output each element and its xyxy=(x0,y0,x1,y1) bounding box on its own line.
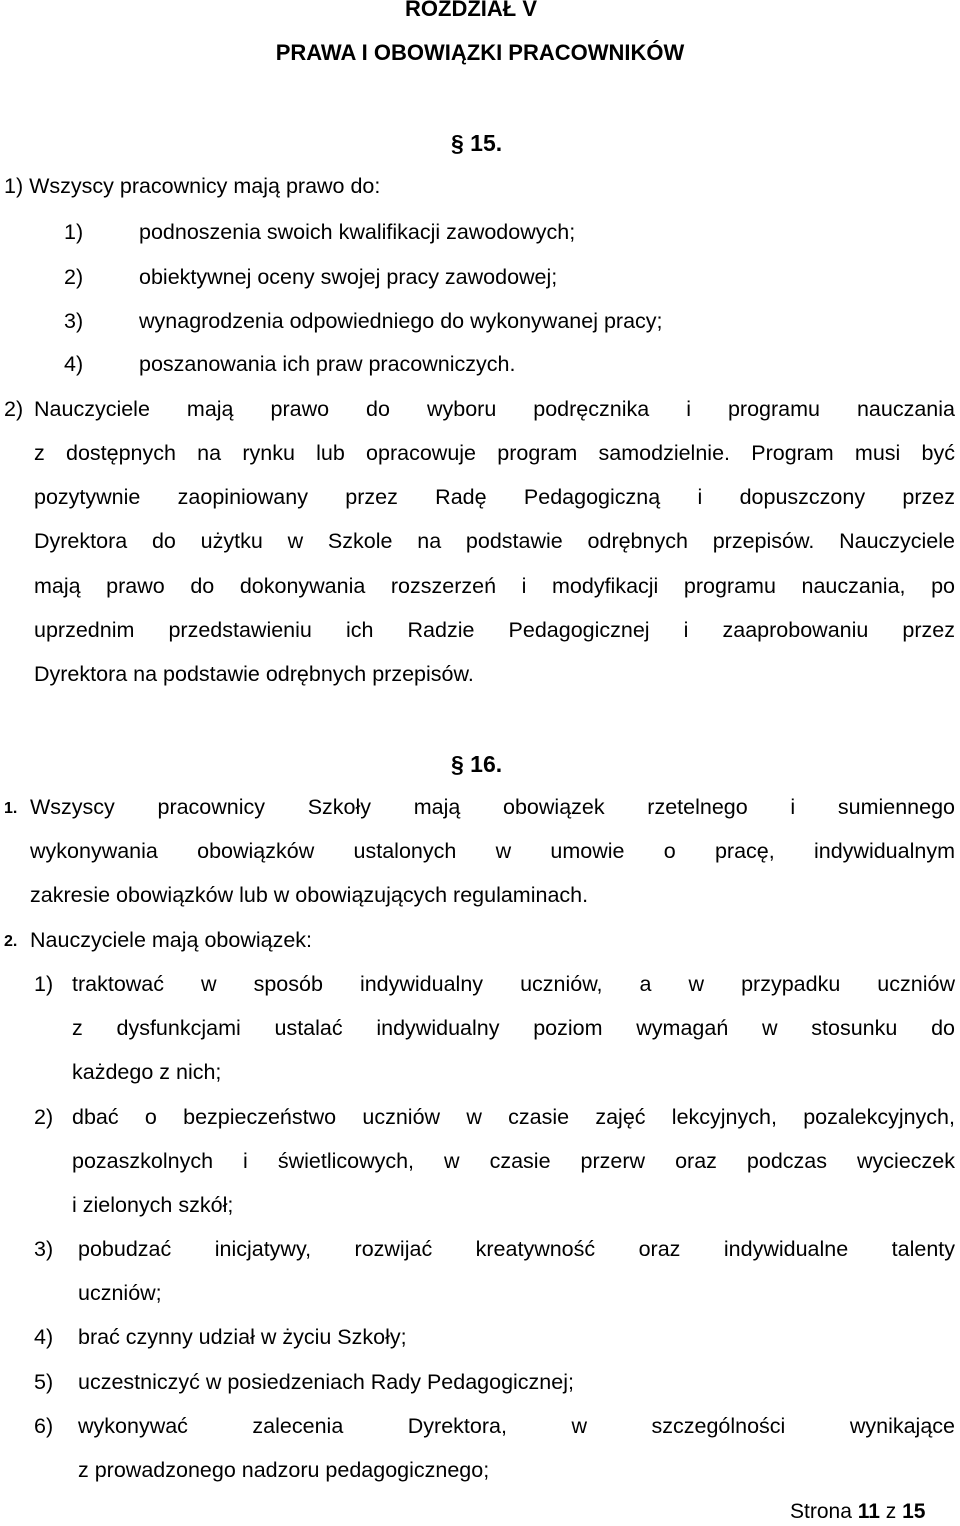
page-total: 15 xyxy=(902,1500,926,1523)
of-word: z xyxy=(885,1500,897,1523)
paragraph-line: z dostępnych na rynku lub opracowuje program samodzielnie. Program musi być xyxy=(34,441,955,465)
section-16-label: § 16. xyxy=(451,751,503,777)
list-item-num: 3) xyxy=(34,1237,54,1261)
list-item-line: pozaszkolnych i świetlicowych, w czasie przerw oraz podczas wycieczek xyxy=(72,1149,955,1173)
section-15-p2-num: 2) xyxy=(4,397,24,421)
paragraph-line: Dyrektora na podstawie odrębnych przepisów. xyxy=(34,662,474,686)
paragraph-line: pozytywnie zaopiniowany przez Radę Pedagogiczną i dopuszczony przez xyxy=(34,485,955,509)
section-16-p2-num: 2. xyxy=(4,933,18,950)
section-16-p2-intro: Nauczyciele mają obowiązek: xyxy=(30,928,313,952)
paragraph-line: mają prawo do dokonywania rozszerzeń i modyfikacji programu nauczania, po xyxy=(34,574,955,598)
list-item-num: 2) xyxy=(34,1105,54,1129)
list-item-line: z prowadzonego nadzoru pedagogicznego; xyxy=(78,1458,490,1482)
paragraph-line: Dyrektora do użytku w Szkole na podstawie odrębnych przepisów. Nauczyciele xyxy=(34,529,955,553)
list-item-line: uczestniczyć w posiedzeniach Rady Pedagogicznej; xyxy=(78,1370,574,1394)
list-item-num: 6) xyxy=(34,1414,54,1438)
paragraph-line: wykonywania obowiązków ustalonych w umowie o pracę, indywidualnym xyxy=(30,839,955,863)
section-15-p1-intro: 1) Wszyscy pracownicy mają prawo do: xyxy=(4,174,381,198)
list-item-text: podnoszenia swoich kwalifikacji zawodowych; xyxy=(139,220,576,244)
list-item-line: pobudzać inicjatywy, rozwijać kreatywność oraz indywidualne talenty xyxy=(78,1237,955,1261)
list-item-text: poszanowania ich praw pracowniczych. xyxy=(139,352,516,376)
page-number: 11 xyxy=(857,1500,880,1523)
chapter-title: PRAWA I OBOWIĄZKI PRACOWNIKÓW xyxy=(275,40,685,65)
list-item-num: 3) xyxy=(64,309,84,333)
paragraph-line: Wszyscy pracownicy Szkoły mają obowiązek rzetelnego i sumiennego xyxy=(30,795,955,819)
chapter-heading: ROZDZIAŁ V xyxy=(405,0,537,21)
list-item-line: brać czynny udział w życiu Szkoły; xyxy=(78,1325,407,1349)
list-item-text: wynagrodzenia odpowiedniego do wykonywanej pracy; xyxy=(139,309,663,333)
paragraph-line: zakresie obowiązków lub w obowiązujących regulaminach. xyxy=(30,883,589,907)
page-footer xyxy=(790,1500,925,1524)
list-item-num: 5) xyxy=(34,1370,54,1394)
section-15-label: § 15. xyxy=(451,130,503,156)
list-item-num: 1) xyxy=(64,220,84,244)
list-item-line: uczniów; xyxy=(78,1281,162,1305)
list-item-line: z dysfunkcjami ustalać indywidualny poziom wymagań w stosunku do xyxy=(72,1016,955,1040)
list-item-num: 1) xyxy=(34,972,54,996)
list-item-num: 4) xyxy=(34,1325,54,1349)
list-item-line: traktować w sposób indywidualny uczniów, a w przypadku uczniów xyxy=(72,972,955,996)
section-16-p1-num: 1. xyxy=(4,800,18,817)
page-word: Strona xyxy=(790,1500,852,1523)
paragraph-line: uprzednim przedstawieniu ich Radzie Pedagogicznej i zaaprobowaniu przez xyxy=(34,618,955,642)
list-item-num: 2) xyxy=(64,265,84,289)
paragraph-line: Nauczyciele mają prawo do wyboru podręcznika i programu nauczania xyxy=(34,397,955,421)
list-item-line: każdego z nich; xyxy=(72,1060,222,1084)
list-item-line: dbać o bezpieczeństwo uczniów w czasie zajęć lekcyjnych, pozalekcyjnych, xyxy=(72,1105,955,1129)
list-item-line: wykonywać zalecenia Dyrektora, w szczególności wynikające xyxy=(78,1414,955,1438)
list-item-num: 4) xyxy=(64,352,84,376)
list-item-text: obiektywnej oceny swojej pracy zawodowej; xyxy=(139,265,558,289)
list-item-line: i zielonych szkół; xyxy=(72,1193,234,1217)
